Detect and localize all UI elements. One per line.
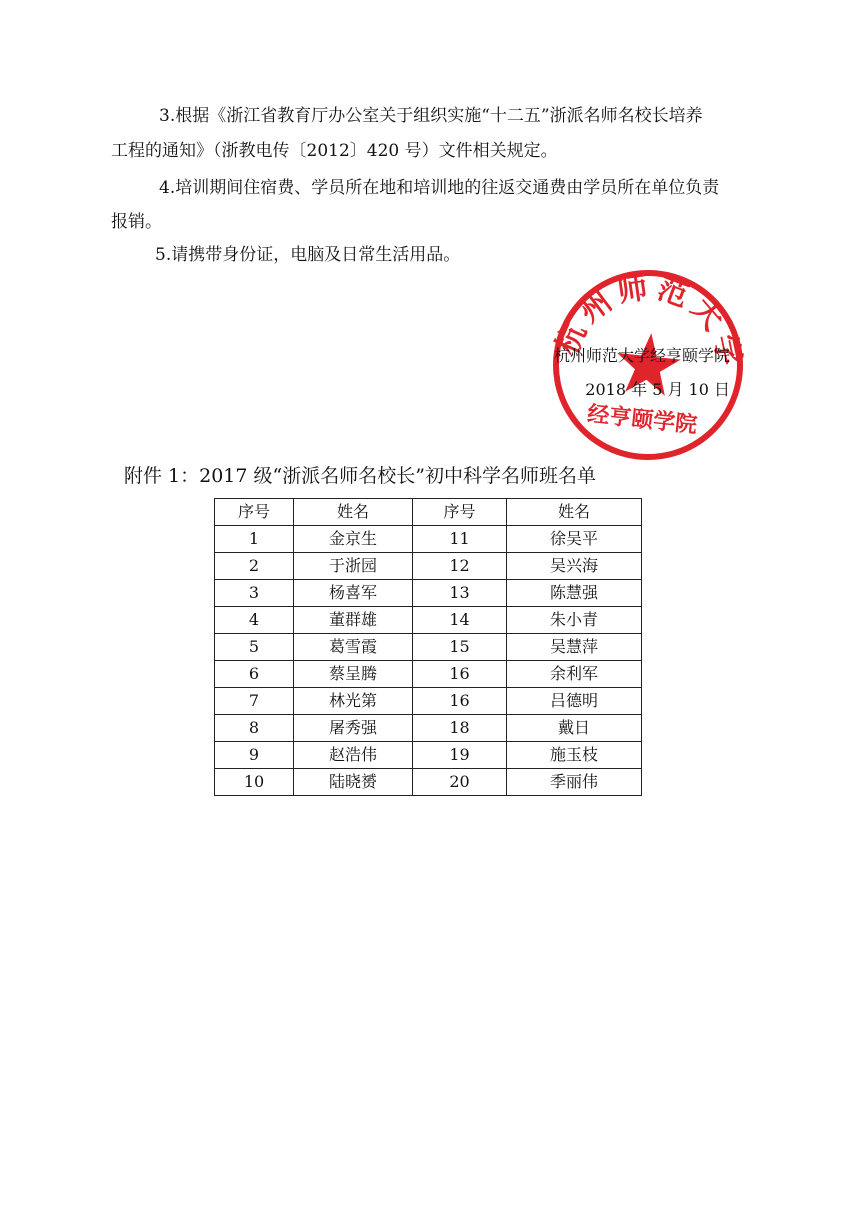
cell-index: 12 (413, 553, 507, 580)
table-row (215, 634, 642, 661)
seal-outer-text: 杭州师范大学 (549, 269, 748, 375)
appendix-title: 附件 1：2017 级“浙派名师名校长”初中科学名师班名单 (124, 465, 596, 487)
header-name-2: 姓名 (507, 499, 642, 526)
header-index-2: 序号 (413, 499, 507, 526)
cell-name: 吴兴海 (507, 553, 642, 580)
table-header-row (215, 499, 642, 526)
header-name-1: 姓名 (294, 499, 413, 526)
cell-name: 戴日 (507, 715, 642, 742)
paragraph-5: 5.请携带身份证，电脑及日常生活用品。 (155, 245, 461, 265)
cell-name: 屠秀强 (294, 715, 413, 742)
cell-index: 16 (413, 688, 507, 715)
table-row (215, 688, 642, 715)
cell-index: 7 (215, 688, 294, 715)
roster-table (214, 498, 642, 796)
cell-name: 余利军 (507, 661, 642, 688)
signature-date: 2018 年 5 月 10 日 (585, 380, 730, 399)
cell-name: 林光第 (294, 688, 413, 715)
table-row (215, 715, 642, 742)
paragraph-4-line-1: 4.培训期间住宿费、学员所在地和培训地的往返交通费由学员所在单位负责 (159, 178, 720, 198)
cell-name: 赵浩伟 (294, 742, 413, 769)
cell-name: 施玉枝 (507, 742, 642, 769)
cell-index: 13 (413, 580, 507, 607)
signature-organization: 杭州师范大学经亨颐学院 (553, 346, 730, 365)
cell-index: 8 (215, 715, 294, 742)
cell-name: 葛雪霞 (294, 634, 413, 661)
table-row (215, 742, 642, 769)
header-index-1: 序号 (215, 499, 294, 526)
cell-index: 9 (215, 742, 294, 769)
cell-name: 陈慧强 (507, 580, 642, 607)
cell-name: 徐吴平 (507, 526, 642, 553)
table-row (215, 661, 642, 688)
cell-index: 11 (413, 526, 507, 553)
cell-index: 1 (215, 526, 294, 553)
cell-index: 5 (215, 634, 294, 661)
cell-index: 4 (215, 607, 294, 634)
table-row (215, 553, 642, 580)
cell-name: 吕德明 (507, 688, 642, 715)
cell-name: 陆晓赟 (294, 769, 413, 796)
cell-index: 6 (215, 661, 294, 688)
cell-index: 19 (413, 742, 507, 769)
cell-name: 吴慧萍 (507, 634, 642, 661)
table-row (215, 526, 642, 553)
cell-name: 于浙园 (294, 553, 413, 580)
cell-index: 16 (413, 661, 507, 688)
cell-name: 金京生 (294, 526, 413, 553)
cell-index: 3 (215, 580, 294, 607)
cell-name: 蔡呈腾 (294, 661, 413, 688)
cell-index: 2 (215, 553, 294, 580)
cell-index: 10 (215, 769, 294, 796)
cell-name: 董群雄 (294, 607, 413, 634)
cell-index: 18 (413, 715, 507, 742)
table-row (215, 607, 642, 634)
cell-index: 14 (413, 607, 507, 634)
paragraph-3-line-1: 3.根据《浙江省教育厅办公室关于组织实施“十二五”浙派名师名校长培养 (159, 106, 703, 126)
table-row (215, 580, 642, 607)
cell-name: 杨喜军 (294, 580, 413, 607)
paragraph-4-line-2: 报销。 (111, 212, 162, 232)
seal-inner-text: 经亨颐学院 (586, 402, 699, 439)
paragraph-3-line-2: 工程的通知》（浙教电传〔2012〕420 号）文件相关规定。 (111, 141, 558, 161)
cell-name: 朱小青 (507, 607, 642, 634)
cell-index: 20 (413, 769, 507, 796)
table-row (215, 769, 642, 796)
cell-index: 15 (413, 634, 507, 661)
cell-name: 季丽伟 (507, 769, 642, 796)
